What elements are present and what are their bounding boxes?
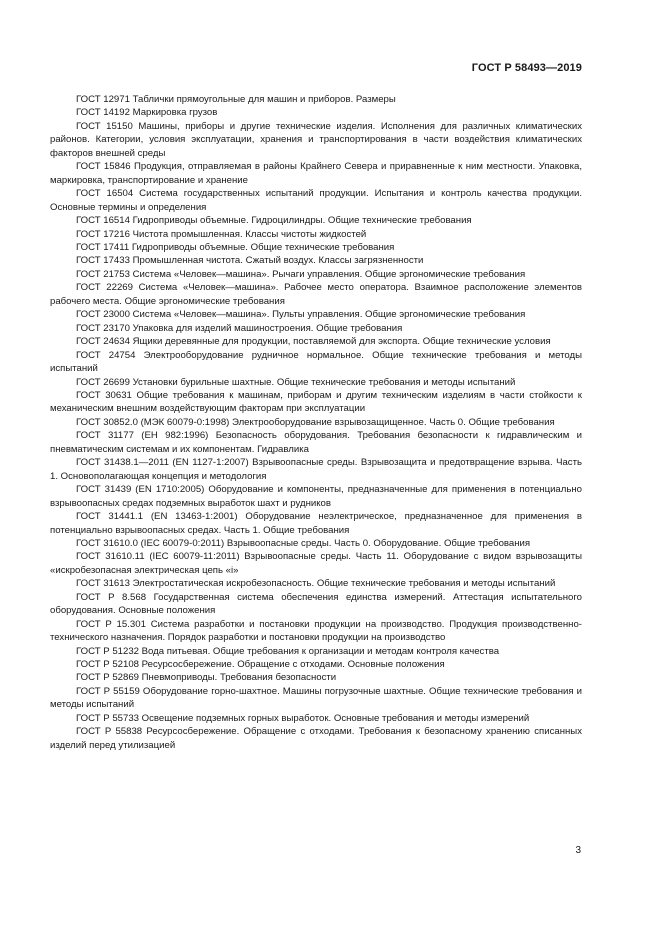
reference-item: ГОСТ Р 55838 Ресурсосбережение. Обращение с отходами. Требования к безопасному хранению списанных изделий перед утилизацией	[50, 726, 582, 751]
reference-item: ГОСТ Р 52869 Пневмоприводы. Требования безопасности	[76, 672, 337, 684]
reference-item: ГОСТ 22269 Система «Человек—машина». Рабочее место оператора. Взаимное расположение элементов рабочего места. Общие эргономические требования	[50, 282, 582, 307]
reference-item: ГОСТ 24634 Ящики деревянные для продукции, поставляемой для экспорта. Общие технические условия	[76, 336, 551, 348]
reference-item: ГОСТ 14192 Маркировка грузов	[76, 107, 218, 119]
reference-item: ГОСТ 31441.1 (EN 13463-1:2001) Оборудование неэлектрическое, предназначенное для применения в потенциально взрывоопасных средах. Часть 1. Общие требования	[50, 511, 582, 536]
reference-item: ГОСТ 16504 Система государственных испытаний продукции. Испытания и контроль качества продукции. Основные термины и определения	[50, 188, 582, 213]
normative-references-list	[50, 93, 582, 752]
reference-item: ГОСТ 31439 (EN 1710:2005) Оборудование и компоненты, предназначенные для применения в потенциально взрывоопасных средах подземных выработок шахт и рудников	[50, 484, 582, 509]
reference-item: ГОСТ 31610.0 (IEC 60079-0:2011) Взрывоопасные среды. Часть 0. Оборудование. Общие требования	[76, 537, 531, 549]
reference-item: ГОСТ 15846 Продукция, отправляемая в районы Крайнего Севера и приравненные к ним местности. Упаковка, маркировка, транспортирование и хранение	[50, 161, 582, 186]
reference-item: ГОСТ 17411 Гидроприводы объемные. Общие технические требования	[76, 241, 395, 253]
reference-item: ГОСТ Р 8.568 Государственная система обеспечения единства измерений. Аттестация испытательного оборудования. Основные положения	[50, 591, 582, 617]
reference-item: ГОСТ Р 55733 Освещение подземных горных выработок. Основные требования и методы измерений	[76, 712, 530, 724]
reference-item: ГОСТ 15150 Машины, приборы и другие технические изделия. Исполнения для различных климатических районов. Категории, условия эксплуатации, хранения и транспортирования в части воздействия климатических факторов внешней среды	[50, 120, 582, 159]
reference-item: ГОСТ Р 55159 Оборудование горно-шахтное. Машины погрузочные шахтные. Общие технические требования и методы испытаний	[50, 685, 582, 711]
reference-item: ГОСТ 31613 Электростатическая искробезопасность. Общие технические требования и методы испытаний	[76, 578, 556, 590]
reference-item: ГОСТ 17216 Чистота промышленная. Классы чистоты жидкостей	[76, 228, 367, 240]
reference-item: ГОСТ 31610.11 (IEC 60079-11:2011) Взрывоопасные среды. Часть 11. Оборудование с видом взрывозащиты «искробезопасная электрическая цепь «i»	[50, 551, 582, 576]
reference-item: ГОСТ Р 52108 Ресурсосбережение. Обращение с отходами. Основные положения	[76, 659, 445, 671]
document-header: ГОСТ Р 58493—2019	[471, 62, 582, 74]
reference-item: ГОСТ 12971 Таблички прямоугольные для машин и приборов. Размеры	[76, 94, 396, 105]
reference-item: ГОСТ 31438.1—2011 (EN 1127-1:2007) Взрывоопасные среды. Взрывозащита и предотвращение взрыва. Часть 1. Основополагающая концепция и методология	[50, 457, 582, 482]
reference-item: ГОСТ 21753 Система «Человек—машина». Рычаги управления. Общие эргономические требования	[76, 268, 526, 280]
reference-item: ГОСТ 30631 Общие требования к машинам, приборам и другим техническим изделиям в части стойкости к механическим внешним воздействующим факторам при эксплуатации	[50, 389, 582, 415]
page-number: 3	[575, 845, 581, 856]
reference-item: ГОСТ 30852.0 (МЭК 60079-0:1998) Электрооборудование взрывозащищенное. Часть 0. Общие требования	[76, 416, 555, 428]
reference-item: ГОСТ Р 51232 Вода питьевая. Общие требования к организации и методам контроля качества	[76, 645, 500, 657]
reference-item: ГОСТ 31177 (ЕН 982:1996) Безопасность оборудования. Требования безопасности к гидравлическим и пневматическим системам и их компонентам. Гидравлика	[50, 430, 582, 455]
reference-item: ГОСТ 26699 Установки бурильные шахтные. Общие технические требования и методы испытаний	[76, 376, 516, 388]
reference-item: ГОСТ 24754 Электрооборудование рудничное нормальное. Общие технические требования и методы испытаний	[50, 349, 582, 375]
reference-item: ГОСТ 23170 Упаковка для изделий машиностроения. Общие требования	[76, 322, 403, 334]
reference-item: ГОСТ 16514 Гидроприводы объемные. Гидроцилиндры. Общие технические требования	[76, 215, 472, 227]
reference-item: ГОСТ Р 15.301 Система разработки и постановки продукции на производство. Продукция производственно-технического назначения. Порядок разработки и постановки продукции на производство	[50, 618, 582, 644]
reference-item: ГОСТ 17433 Промышленная чистота. Сжатый воздух. Классы загрязненности	[76, 255, 424, 267]
reference-item: ГОСТ 23000 Система «Человек—машина». Пульты управления. Общие эргономические требования	[76, 309, 526, 321]
